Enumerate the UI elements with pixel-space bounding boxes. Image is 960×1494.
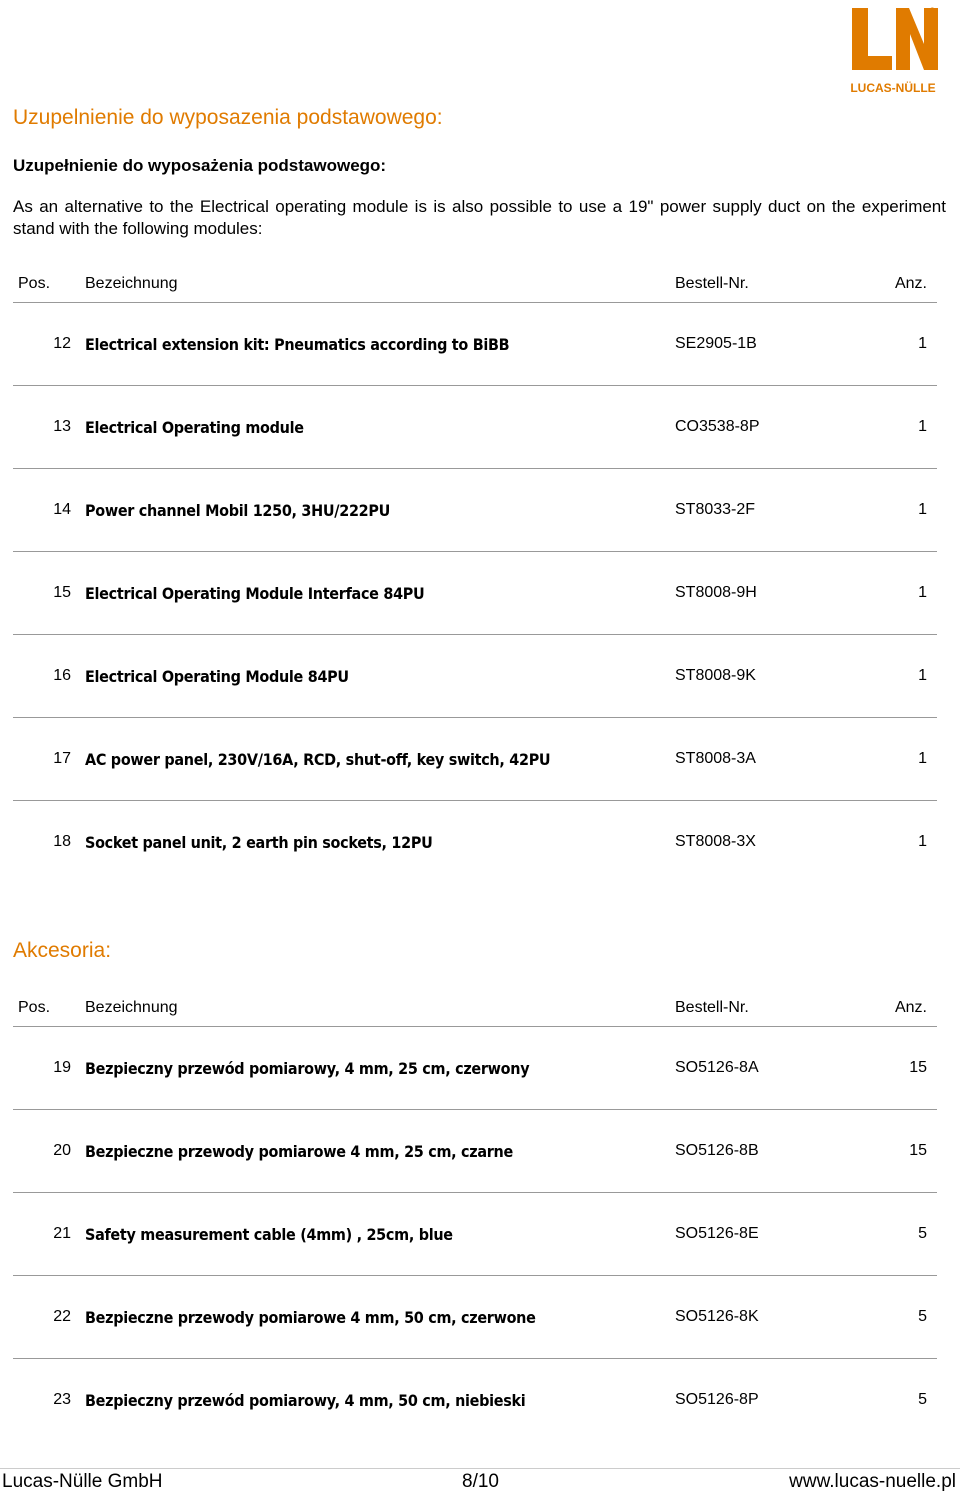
item-name: AC power panel, 230V/16A, RCD, shut-off, key switch, 42PU <box>85 718 675 801</box>
item-quantity: 5 <box>887 1193 937 1276</box>
footer-page-number: 8/10 <box>462 1471 499 1492</box>
table-row <box>13 552 937 635</box>
item-name: Socket panel unit, 2 earth pin sockets, 12PU <box>85 832 433 852</box>
item-order-number: ST8008-3X <box>675 833 756 850</box>
item-order-number: SE2905-1B <box>675 303 887 386</box>
item-quantity: 1 <box>887 718 937 801</box>
item-quantity: 1 <box>887 552 937 635</box>
svg-text:LUCAS-NÜLLE: LUCAS-NÜLLE <box>850 81 936 95</box>
item-name: Safety measurement cable (4mm) , 25cm, blue <box>85 1193 675 1276</box>
item-order-number: ST8008-9K <box>675 635 887 718</box>
intro-paragraph: As an alternative to the Electrical operating module is is also possible to use a 19" power supply duct on the experiment stand with the following modules: <box>13 197 946 238</box>
table-row <box>13 469 937 552</box>
item-order-number: SO5126-8P <box>675 1391 759 1408</box>
header-name: Bezeichnung <box>85 266 675 303</box>
item-order-number: CO3538-8P <box>675 386 887 469</box>
item-order-number: SO5126-8A <box>675 1027 887 1110</box>
item-position: 12 <box>13 303 85 386</box>
item-position: 14 <box>13 469 85 552</box>
item-order-number: ST8033-2F <box>675 469 887 552</box>
item-name: Electrical Operating Module 84PU <box>85 635 675 718</box>
item-position: 17 <box>13 718 85 801</box>
item-quantity: 15 <box>887 1110 937 1193</box>
header-pos: Pos. <box>13 266 85 303</box>
svg-text:®: ® <box>929 6 936 16</box>
table-header-row <box>13 266 937 303</box>
table-row <box>13 1110 937 1193</box>
header-order-number: Bestell-Nr. <box>675 990 887 1027</box>
table-row <box>13 1359 937 1442</box>
header-name: Bezeichnung <box>85 990 675 1027</box>
footer-website[interactable]: www.lucas-nuelle.pl <box>789 1471 956 1492</box>
item-order-number: ST8008-3A <box>675 718 887 801</box>
item-position: 18 <box>53 833 71 850</box>
lucas-nulle-logo <box>846 4 940 96</box>
page-footer <box>0 1468 960 1494</box>
table-row <box>13 1276 937 1359</box>
header-order-number: Bestell-Nr. <box>675 266 887 303</box>
table-header-row <box>13 990 937 1027</box>
header-quantity: Anz. <box>887 990 937 1027</box>
item-name: Bezpieczne przewody pomiarowe 4 mm, 50 cm, czerwone <box>85 1276 675 1359</box>
item-order-number: SO5126-8K <box>675 1276 887 1359</box>
item-name: Bezpieczne przewody pomiarowe 4 mm, 25 cm, czarne <box>85 1110 675 1193</box>
item-position: 21 <box>13 1193 85 1276</box>
modules-table <box>13 266 937 883</box>
item-quantity: 1 <box>887 469 937 552</box>
footer-company: Lucas-Nülle GmbH <box>2 1471 163 1492</box>
item-quantity: 15 <box>887 1027 937 1110</box>
table-row <box>13 1193 937 1276</box>
header-pos: Pos. <box>13 990 85 1027</box>
table-row <box>13 718 937 801</box>
item-quantity: 1 <box>918 833 927 850</box>
item-order-number: SO5126-8B <box>675 1110 887 1193</box>
item-name: Electrical Operating Module Interface 84PU <box>85 552 675 635</box>
item-position: 22 <box>13 1276 85 1359</box>
item-name: Electrical extension kit: Pneumatics according to BiBB <box>85 303 675 386</box>
item-name: Bezpieczny przewód pomiarowy, 4 mm, 50 cm, niebieski <box>85 1390 526 1410</box>
item-position: 23 <box>53 1391 71 1408</box>
item-position: 20 <box>13 1110 85 1193</box>
item-position: 13 <box>13 386 85 469</box>
section-title-supplement: Uzupelnienie do wyposazenia podstawowego: <box>13 106 443 129</box>
section-title-accessories: Akcesoria: <box>13 939 112 962</box>
item-name: Electrical Operating module <box>85 386 675 469</box>
item-quantity: 1 <box>887 635 937 718</box>
item-quantity: 1 <box>887 303 937 386</box>
item-position: 19 <box>13 1027 85 1110</box>
accessories-table <box>13 990 937 1441</box>
item-quantity: 5 <box>887 1276 937 1359</box>
item-order-number: ST8008-9H <box>675 552 887 635</box>
table-row <box>13 635 937 718</box>
section-subtitle: Uzupełnienie do wyposażenia podstawowego: <box>13 156 387 175</box>
table-row <box>13 303 937 386</box>
item-name: Bezpieczny przewód pomiarowy, 4 mm, 25 cm, czerwony <box>85 1027 675 1110</box>
table-row <box>13 386 937 469</box>
header-quantity: Anz. <box>887 266 937 303</box>
item-position: 16 <box>13 635 85 718</box>
item-name: Power channel Mobil 1250, 3HU/222PU <box>85 469 675 552</box>
table-row <box>13 801 937 884</box>
table-row <box>13 1027 937 1110</box>
item-order-number: SO5126-8E <box>675 1193 887 1276</box>
item-quantity: 5 <box>918 1391 927 1408</box>
item-position: 15 <box>13 552 85 635</box>
item-quantity: 1 <box>887 386 937 469</box>
